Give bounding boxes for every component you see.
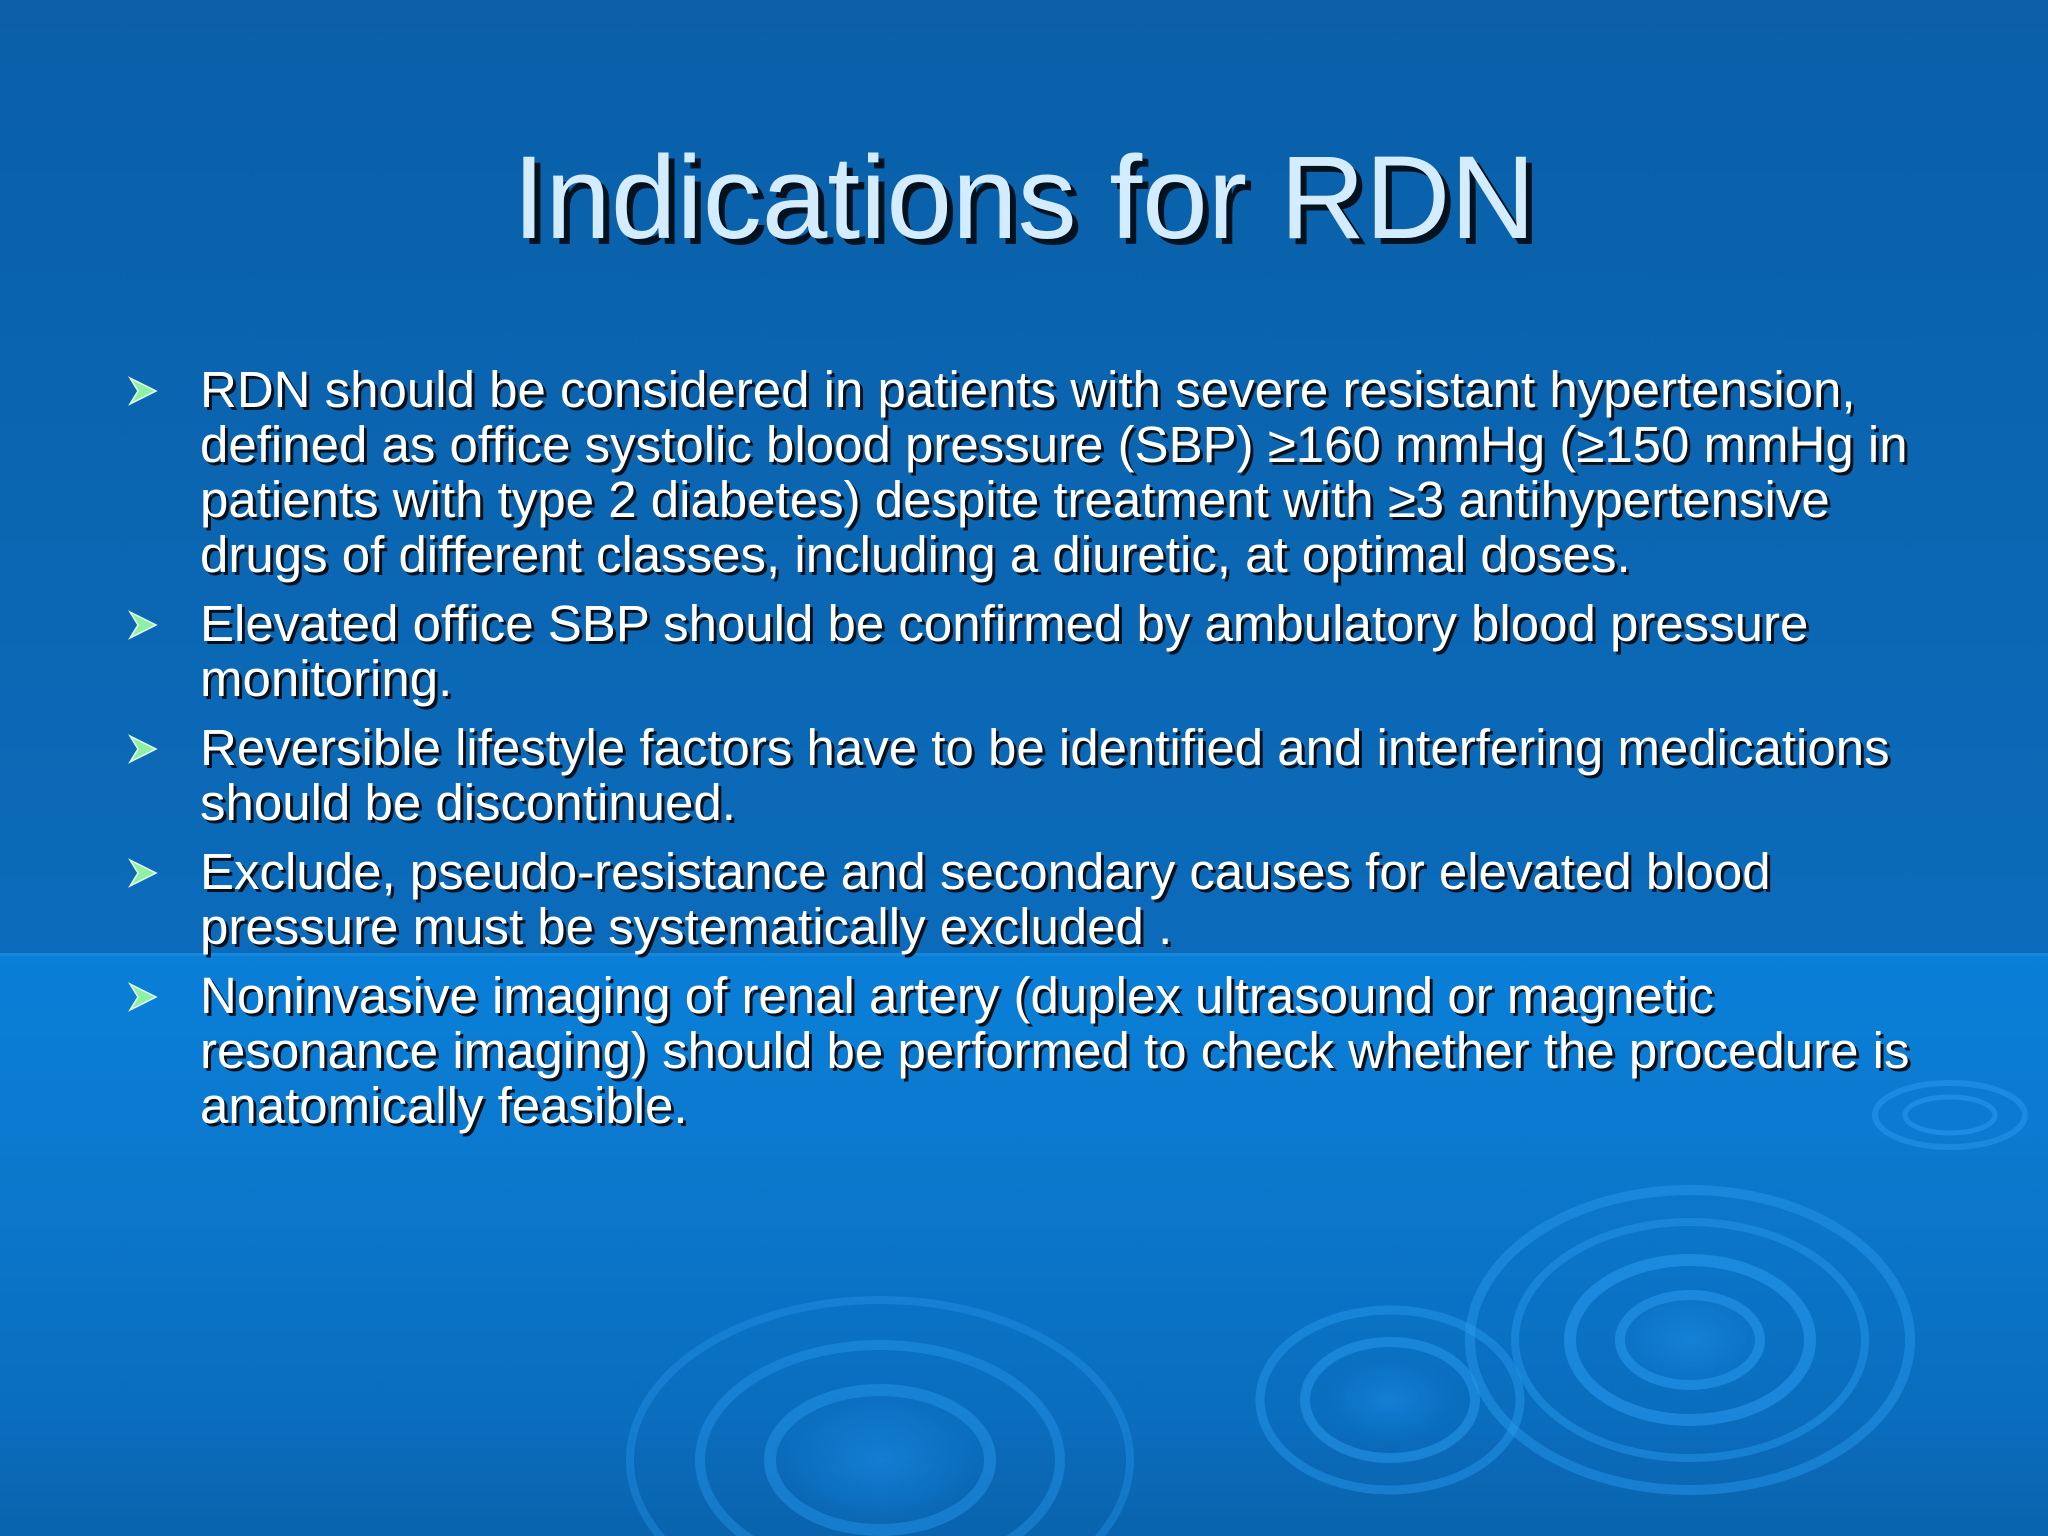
arrowhead-bullet-icon (126, 374, 160, 408)
arrowhead-bullet-icon (126, 732, 160, 766)
bullet-item (120, 596, 1940, 706)
bullet-list (120, 362, 1940, 1147)
arrowhead-bullet-icon (126, 608, 160, 642)
bullet-text: Reversible lifestyle factors have to be identified and interfering medications should be discontinued. (200, 719, 1890, 831)
slide-title: Indications for RDN (512, 132, 1536, 264)
arrowhead-bullet-icon (126, 980, 160, 1014)
bullet-item (120, 844, 1940, 954)
bullet-item (120, 720, 1940, 830)
bullet-text: Elevated office SBP should be confirmed by ambulatory blood pressure monitoring. (200, 595, 1809, 707)
arrowhead-bullet-icon (126, 856, 160, 890)
bullet-item (120, 362, 1940, 582)
bullet-text: Exclude, pseudo-resistance and secondary causes for elevated blood pressure must be systematically excluded . (200, 843, 1771, 955)
bullet-item (120, 968, 1940, 1133)
bullet-text: Noninvasive imaging of renal artery (duplex ultrasound or magnetic resonance imaging) should be performed to check whether the procedure is anatomically feasible. (200, 967, 1910, 1134)
bullet-text: RDN should be considered in patients with severe resistant hypertension, defined as office systolic blood pressure (SBP) ≥160 mmHg (≥150 mmHg in patients with type 2 diabetes) despite treatment with ≥3 antihypertensive drugs of different classes, including a diuretic, at optimal doses. (200, 361, 1908, 583)
